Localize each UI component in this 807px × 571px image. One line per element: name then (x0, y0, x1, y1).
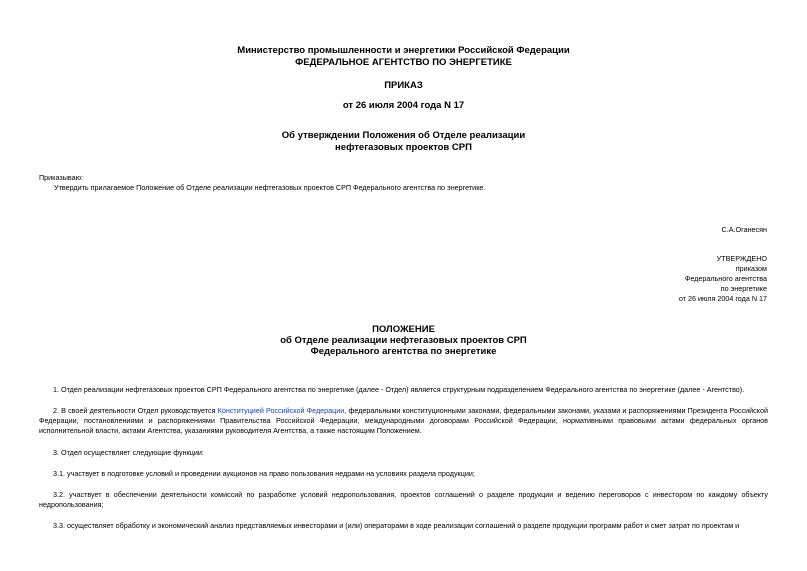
constitution-link[interactable]: Конституцией Российской Федерации (217, 406, 345, 415)
order-title-line1: Об утверждении Положения об Отделе реализации (281, 130, 526, 141)
agency-heading: ФЕДЕРАЛЬНОЕ АГЕНТСТВО ПО ЭНЕРГЕТИКЕ (295, 57, 512, 68)
paragraph-2 (39, 406, 768, 437)
paragraph-3-3: 3.3. осуществляет обработку и экономический анализ представляемых инвесторами и (или) операторами в ходе реализации соглашений о разделе продукции программ работ и смет затрат по проектам и (53, 521, 740, 530)
approval-line2: приказом (735, 264, 767, 273)
order-title-line2: нефтегазовых проектов СРП (335, 142, 472, 153)
doc-type-heading: ПРИКАЗ (384, 80, 423, 91)
order-text: Утвердить прилагаемое Положение об Отделе реализации нефтегазовых проектов СРП Федерального агентства по энергетике. (54, 183, 486, 192)
paragraph-2-start: 2. В своей деятельности Отдел руководствуется (53, 406, 218, 415)
order-intro: Приказываю: (39, 173, 83, 182)
paragraph-1: 1. Отдел реализации нефтегазовых проектов СРП Федерального агентства по энергетике (далее - Отдел) является структурным подразделением Федерального агентства по энергетике (далее - Агентство). (53, 385, 745, 394)
approval-line4: по энергетике (720, 284, 767, 293)
ministry-heading: Министерство промышленности и энергетики Российской Федерации (237, 45, 570, 56)
approval-block (679, 254, 767, 304)
signature: С.А.Оганесян (721, 225, 767, 234)
approval-line5: от 26 июля 2004 года N 17 (678, 294, 767, 303)
paragraph-3-1: 3.1. участвует в подготовке условий и проведении аукционов на право пользования недрами на условиях раздела продукции; (53, 469, 475, 478)
approval-line1: УТВЕРЖДЕНО (716, 254, 767, 263)
regulation-title: ПОЛОЖЕНИЕ (372, 324, 435, 335)
paragraph-2-end: , федеральными конституционными законами, федеральными законами, указами и распоряжениями Президента Российской Федерации, постановлениями и распоряжениями Правительства Российской Федерации, международными договорами Российской Федерации, нормативными правовыми актами федеральных органов исполнительной власти, актами Агентства, указаниями руководителя Агентства, а также настоящим Положением. (39, 406, 769, 436)
date-number-heading: от 26 июля 2004 года N 17 (342, 100, 465, 111)
paragraph-3: 3. Отдел осуществляет следующие функции: (53, 448, 204, 457)
approval-line3: Федерального агентства (684, 274, 767, 283)
regulation-subtitle1: об Отделе реализации нефтегазовых проектов СРП (280, 335, 527, 346)
regulation-subtitle2: Федерального агентства по энергетике (310, 346, 497, 357)
paragraph-3-2: 3.2. участвует в обеспечении деятельности комиссий по разработке условий недропользования, проектов соглашений о разделе продукции и ведению переговоров с инвестором по каждому объекту недропользования; (39, 490, 768, 510)
